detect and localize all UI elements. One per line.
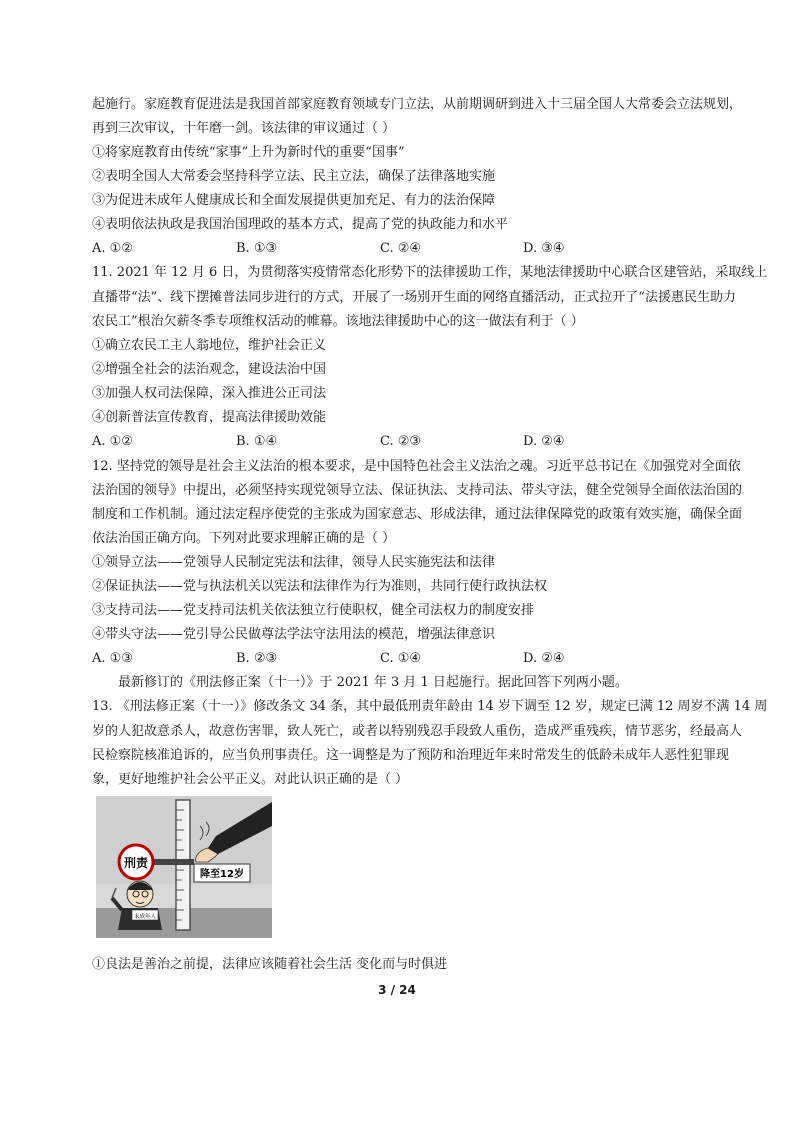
text-line: ③支持司法——党支持司法机关依法独立行使职权，健全司法权力的制度安排 [92, 603, 535, 618]
text-line: ④创新普法宣传教育，提高法律援助效能 [92, 410, 327, 425]
text-line: ④表明依法执政是我国治国理政的基本方式，提高了党的执政能力和水平 [92, 217, 509, 232]
text-line: 依法治国正确方向。下列对此要求理解正确的是（ ） [92, 531, 396, 546]
text-line: 象，更好地维护社会公平正义。对此认识正确的是（ ） [92, 772, 409, 787]
text-line: 12. 坚持党的领导是社会主义法治的根本要求，是中国特色社会主义法治之魂。习近平总书记在《加强党对全面依 [92, 459, 741, 474]
text-line: 民检察院核准追诉的，应当负刑事责任。这一调整是为了预防和治理近年来时常发生的低龄未成年人恶性犯罪现 [92, 748, 730, 763]
option-c: C. ①④ [380, 651, 422, 666]
text-line: 岁的人犯故意杀人，故意伤害罪，致人死亡，或者以特别残忍手段致人重伤，造成严重残疾，情节恶劣，经最高人 [92, 724, 743, 739]
option-b: B. ①③ [236, 241, 278, 256]
option-d: D. ②④ [523, 651, 565, 666]
option-d: D. ③④ [523, 241, 565, 256]
cartoon-illustration [96, 796, 272, 938]
option-a: A. ①② [92, 241, 133, 256]
text-line: 法治国的领导》中提出，必须坚持实现党领导立法、保证执法、支持司法、带头守法，健全党领导全面依法治国的 [92, 483, 743, 498]
option-b: B. ②③ [236, 651, 278, 666]
text-line: ④带头守法——党引导公民做尊法学法守法用法的模范，增强法律意识 [92, 627, 496, 642]
text-line: ②表明全国人大常委会坚持科学立法、民主立法，确保了法律落地实施 [92, 169, 496, 184]
text-line: 起施行。家庭教育促进法是我国首部家庭教育领域专门立法，从前期调研到进入十三届全国人大常委会立法规划， [92, 97, 743, 112]
text-line: ③为促进未成年人健康成长和全面发展提供更加充足、有力的法治保障 [92, 193, 496, 208]
arrow-label: 降至12岁 [200, 869, 244, 880]
option-c: C. ②④ [380, 241, 422, 256]
text-line: ①将家庭教育由传统“家事”上升为新时代的重要“国事” [92, 145, 405, 160]
text-line: ①良法是善治之前提，法律应该随着社会生活 变化而与时俱进 [92, 957, 448, 972]
text-line: ③加强人权司法保障，深入推进公正司法 [92, 386, 327, 401]
text-line: 直播带“法”、线下摆摊普法同步进行的方式，开展了一场别开生面的网络直播活动，正式拉开了“法援惠民生助力 [92, 290, 736, 305]
figure-label: 未成年人 [133, 914, 157, 920]
text-line: 农民工”根治欠薪冬季专项维权活动的帷幕。该地法律援助中心的这一做法有利于（ ） [92, 314, 584, 329]
stamp-label: 刑责 [123, 856, 149, 870]
text-line: 制度和工作机制。通过法定程序使党的主张成为国家意志、形成法律，通过法律保障党的政策有效实施，确保全面 [92, 507, 743, 522]
option-d: D. ②④ [523, 434, 565, 449]
text-line: ①领导立法——党领导人民制定宪法和法律，领导人民实施宪法和法律 [92, 555, 496, 570]
text-line: ②保证执法——党与执法机关以宪法和法律作为行为准则，共同行使行政执法权 [92, 579, 548, 594]
option-b: B. ①④ [236, 434, 278, 449]
page-number: 3 / 24 [378, 983, 416, 997]
option-a: A. ①③ [92, 651, 133, 666]
text-line: 13. 《刑法修正案（十一）》修改条文 34 条，其中最低刑责年龄由 14 岁下调至 12 岁，规定已满 12 周岁不满 14 周 [92, 699, 768, 714]
text-line: 再到三次审议，十年磨一剑。该法律的审议通过（ ） [92, 121, 396, 136]
option-c: C. ②③ [380, 434, 422, 449]
text-line: 最新修订的《刑法修正案（十一）》于 2021 年 3 月 1 日起施行。据此回答下列两小题。 [118, 675, 628, 690]
text-line: ①确立农民工主人翁地位，维护社会正义 [92, 338, 327, 353]
text-line: 11. 2021 年 12 月 6 日，为贯彻落实疫情常态化形势下的法律援助工作，某地法律援助中心联合区建管站，采取线上 [92, 265, 768, 280]
option-a: A. ①② [92, 434, 133, 449]
text-line: ②增强全社会的法治观念，建设法治中国 [92, 362, 327, 377]
